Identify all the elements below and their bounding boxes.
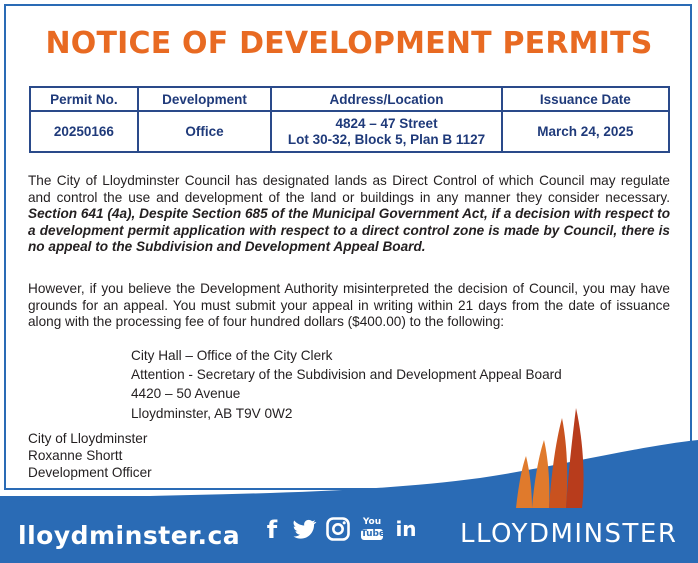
signature-org: City of Lloydminster (28, 431, 148, 446)
instagram-icon[interactable] (324, 515, 352, 543)
signature-name: Roxanne Shortt (28, 447, 123, 463)
header-development: Development (138, 87, 272, 111)
signature-role: Development Officer (28, 464, 152, 480)
youtube-label-bottom: Tube (361, 529, 386, 539)
header-permit-no: Permit No. (30, 87, 138, 111)
paragraph-direct-control (28, 173, 670, 256)
address-line: Lloydminster, AB T9V 0W2 (131, 405, 293, 421)
social-icons (258, 515, 423, 545)
notice-title: NOTICE OF DEVELOPMENT PERMITS (45, 26, 653, 61)
facebook-icon[interactable]: f (266, 516, 278, 544)
cell-issuance-date: March 24, 2025 (502, 111, 669, 152)
linkedin-icon[interactable]: in (395, 517, 417, 541)
cell-development: Office (138, 111, 272, 152)
address-line: Attention - Secretary of the Subdivision and Development Appeal Board (131, 367, 562, 383)
address-line-2: Lot 30-32, Block 5, Plan B 1127 (287, 131, 486, 147)
lloydminster-wordmark: LLOYDMINSTER (460, 519, 678, 549)
website-link[interactable]: lloydminster.ca (18, 521, 241, 550)
youtube-icon[interactable] (358, 515, 386, 543)
table-header-row (30, 87, 669, 111)
header-issuance-date: Issuance Date (502, 87, 669, 111)
header-address: Address/Location (271, 87, 501, 111)
address-line-1: 4824 – 47 Street (335, 115, 438, 131)
mailing-address (131, 346, 562, 423)
youtube-label-top: You (362, 517, 382, 527)
table-row (30, 111, 669, 152)
cell-permit-no: 20250166 (30, 111, 138, 152)
footer-wave (0, 440, 698, 510)
paragraph-direct-control-text: The City of Lloydminster Council has designated lands as Direct Control of which Council may regulate and control the use and development of the land or buildings in any manner they consider necessary. (28, 173, 670, 205)
lloydminster-logo-icon (508, 404, 590, 514)
permits-table (29, 86, 670, 153)
paragraph-direct-control-legal: Section 641 (4a), Despite Section 685 of the Municipal Government Act, if a decision with respect to a development permit application with respect to a direct control zone is made by Council, there is no appeal to the Subdivision and Development Appeal Board. (28, 206, 670, 255)
cell-address (271, 111, 501, 152)
twitter-icon[interactable] (290, 515, 318, 543)
address-line: 4420 – 50 Avenue (131, 386, 241, 402)
address-line: City Hall – Office of the City Clerk (131, 348, 333, 363)
paragraph-appeal: However, if you believe the Development Authority misinterpreted the decision of Council, you may have grounds for an appeal. You must submit your appeal in writing within 21 days from the date of issuance along with the processing fee of four hundred dollars ($400.00) to the following: (28, 281, 670, 330)
